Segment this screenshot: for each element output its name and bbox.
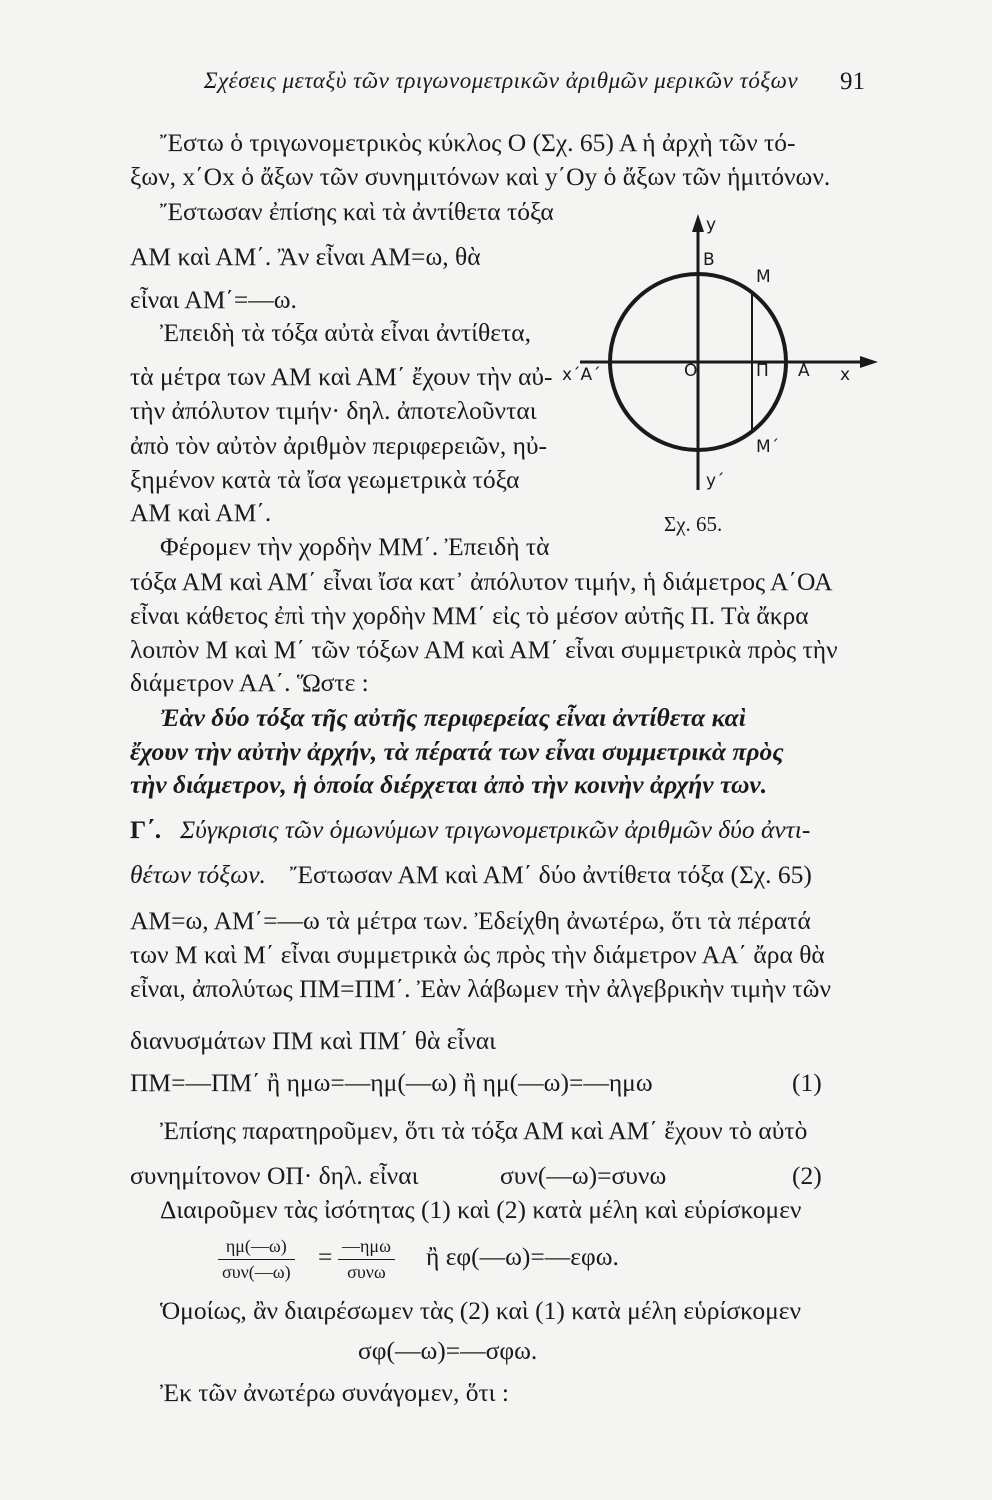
label-m: M xyxy=(756,267,771,287)
fraction-equals: = xyxy=(318,1242,333,1271)
fraction-right-denominator: συνω xyxy=(347,1262,386,1282)
fraction-left xyxy=(218,1236,295,1283)
text-line: ξων, x΄Ox ὁ ἄξων τῶν συνημιτόνων καὶ y΄Oy ὁ ἄξων τῶν ἡμιτόνων. xyxy=(130,162,831,191)
label-y: y xyxy=(706,215,717,235)
label-pi: Π xyxy=(756,361,769,381)
text-line: λοιπὸν Μ καὶ Μ΄ τῶν τόξων ΑΜ καὶ ΑΜ΄ εἶναι συμμετρικὰ πρὸς τὴν xyxy=(130,635,838,664)
label-x: x xyxy=(840,365,851,385)
text-line: Ἔστω ὁ τριγωνομετρικὸς κύκλος Ο (Σχ. 65) Α ἡ ἀρχὴ τῶν τό- xyxy=(160,128,796,157)
x-axis-arrow-icon xyxy=(860,356,878,368)
theorem-line: τὴν διάμετρον, ἡ ὁποία διέρχεται ἀπὸ τὴν κοινὴν ἀρχήν των. xyxy=(130,770,768,799)
text-line: τὰ μέτρα των ΑΜ καὶ ΑΜ΄ ἔχουν τὴν αὐ- xyxy=(130,362,553,391)
equation-2-number: (2) xyxy=(792,1161,822,1190)
tangent-result: ἢ εφ(—ω)=—εφω. xyxy=(426,1242,619,1271)
fraction-right xyxy=(338,1236,395,1283)
fraction-left-denominator: συν(—ω) xyxy=(222,1262,291,1282)
fraction-left-numerator: ημ(—ω) xyxy=(218,1236,295,1260)
text-line: εἶναι, ἀπολύτως ΠΜ=ΠΜ΄. Ἐὰν λάβωμεν τὴν ἀλγεβρικὴν τιμὴν τῶν xyxy=(130,974,831,1003)
text-line: εἶναι κάθετος ἐπὶ τὴν χορδὴν ΜΜ΄ εἰς τὸ μέσον αὐτῆς Π. Τὰ ἄκρα xyxy=(130,601,809,630)
text-line: διάμετρον ΑΑ΄. Ὥστε : xyxy=(130,668,369,697)
unit-circle-figure xyxy=(560,190,890,540)
text-line: τὴν ἀπόλυτον τιμήν· δηλ. ἀποτελοῦνται xyxy=(130,396,537,425)
equation-1: ΠΜ=—ΠΜ΄ ἢ ημω=—ημ(—ω) ἢ ημ(—ω)=—ημω xyxy=(130,1068,653,1097)
text-line: Ἐπίσης παρατηροῦμεν, ὅτι τὰ τόξα ΑΜ καὶ ΑΜ΄ ἔχουν τὸ αὐτὸ xyxy=(160,1116,808,1145)
label-y-prime: y΄ xyxy=(706,471,725,491)
text-line: Διαιροῦμεν τὰς ἰσότητας (1) καὶ (2) κατὰ μέλη καὶ εὑρίσκομεν xyxy=(160,1195,802,1224)
equation-2: συν(—ω)=συνω xyxy=(500,1161,667,1190)
label-o: O xyxy=(684,361,698,381)
label-x-prime-a-prime: x΄Α΄ xyxy=(562,365,601,385)
equation-3: σφ(—ω)=—σφω. xyxy=(358,1336,538,1365)
text-line: Ὁμοίως, ἂν διαιρέσωμεν τὰς (2) καὶ (1) κατὰ μέλη εὑρίσκομεν xyxy=(160,1296,802,1325)
section-title: Σύγκρισις τῶν ὁμωνύμων τριγωνομετρικῶν ἀριθμῶν δύο ἀντι- xyxy=(180,815,811,844)
text-line: Ἐκ τῶν ἀνωτέρω συνάγομεν, ὅτι : xyxy=(160,1378,510,1407)
fraction-right-numerator: —ημω xyxy=(338,1236,395,1260)
section-title-cont: θέτων τόξων. xyxy=(130,860,266,889)
page-number: 91 xyxy=(840,68,865,95)
text-line: Φέρομεν τὴν χορδὴν ΜΜ΄. Ἐπειδὴ τὰ xyxy=(160,532,550,561)
text-line: Ἐπειδὴ τὰ τόξα αὐτὰ εἶναι ἀντίθετα, xyxy=(160,318,531,347)
theorem-line: ἔχουν τὴν αὐτὴν ἀρχήν, τὰ πέρατά των εἶναι συμμετρικὰ πρὸς xyxy=(130,737,784,766)
text-line: εἶναι ΑΜ΄=—ω. xyxy=(130,285,297,314)
equation-1-number: (1) xyxy=(792,1068,822,1097)
text-line: ΑΜ καὶ ΑΜ΄. Ἂν εἶναι ΑΜ=ω, θὰ xyxy=(130,242,481,271)
text-line: Ἔστωσαν ἐπίσης καὶ τὰ ἀντίθετα τόξα xyxy=(160,197,554,226)
figure-caption: Σχ. 65. xyxy=(664,512,723,536)
text-line: ΑΜ καὶ ΑΜ΄. xyxy=(130,498,272,527)
text-line: συνημίτονον ΟΠ· δηλ. εἶναι xyxy=(130,1161,419,1190)
text-line: ΑΜ=ω, ΑΜ΄=—ω τὰ μέτρα των. Ἐδείχθη ἀνωτέρω, ὅτι τὰ πέρατά xyxy=(130,906,811,935)
theorem-line: Ἐὰν δύο τόξα τῆς αὐτῆς περιφερείας εἶναι ἀντίθετα καὶ xyxy=(160,703,746,732)
text-line: ἀπὸ τὸν αὐτὸν ἀριθμὸν περιφερειῶν, ηὐ- xyxy=(130,431,548,460)
y-axis-arrow-icon xyxy=(692,214,704,232)
text-line: διανυσμάτων ΠΜ καὶ ΠΜ΄ θὰ εἶναι xyxy=(130,1026,497,1055)
text-line: των Μ καὶ Μ΄ εἶναι συμμετρικὰ ὡς πρὸς τὴν διάμετρον ΑΑ΄ ἄρα θὰ xyxy=(130,940,825,969)
text-line: Ἔστωσαν ΑΜ καὶ ΑΜ΄ δύο ἀντίθετα τόξα (Σχ. 65) xyxy=(290,860,812,889)
section-heading: Γ΄. xyxy=(130,815,162,844)
label-b: B xyxy=(703,250,715,270)
text-line: ξημένον κατὰ τὰ ἴσα γεωμετρικὰ τόξα xyxy=(130,465,520,494)
text-line: τόξα ΑΜ καὶ ΑΜ΄ εἶναι ἴσα κατ᾿ ἀπόλυτον τιμήν, ἡ διάμετρος Α΄ΟΑ xyxy=(130,567,833,596)
running-header: Σχέσεις μεταξὺ τῶν τριγωνομετρικῶν ἀριθμῶν μερικῶν τόξων xyxy=(203,68,799,93)
label-m-prime: M΄ xyxy=(756,437,780,457)
label-a: A xyxy=(798,361,810,381)
